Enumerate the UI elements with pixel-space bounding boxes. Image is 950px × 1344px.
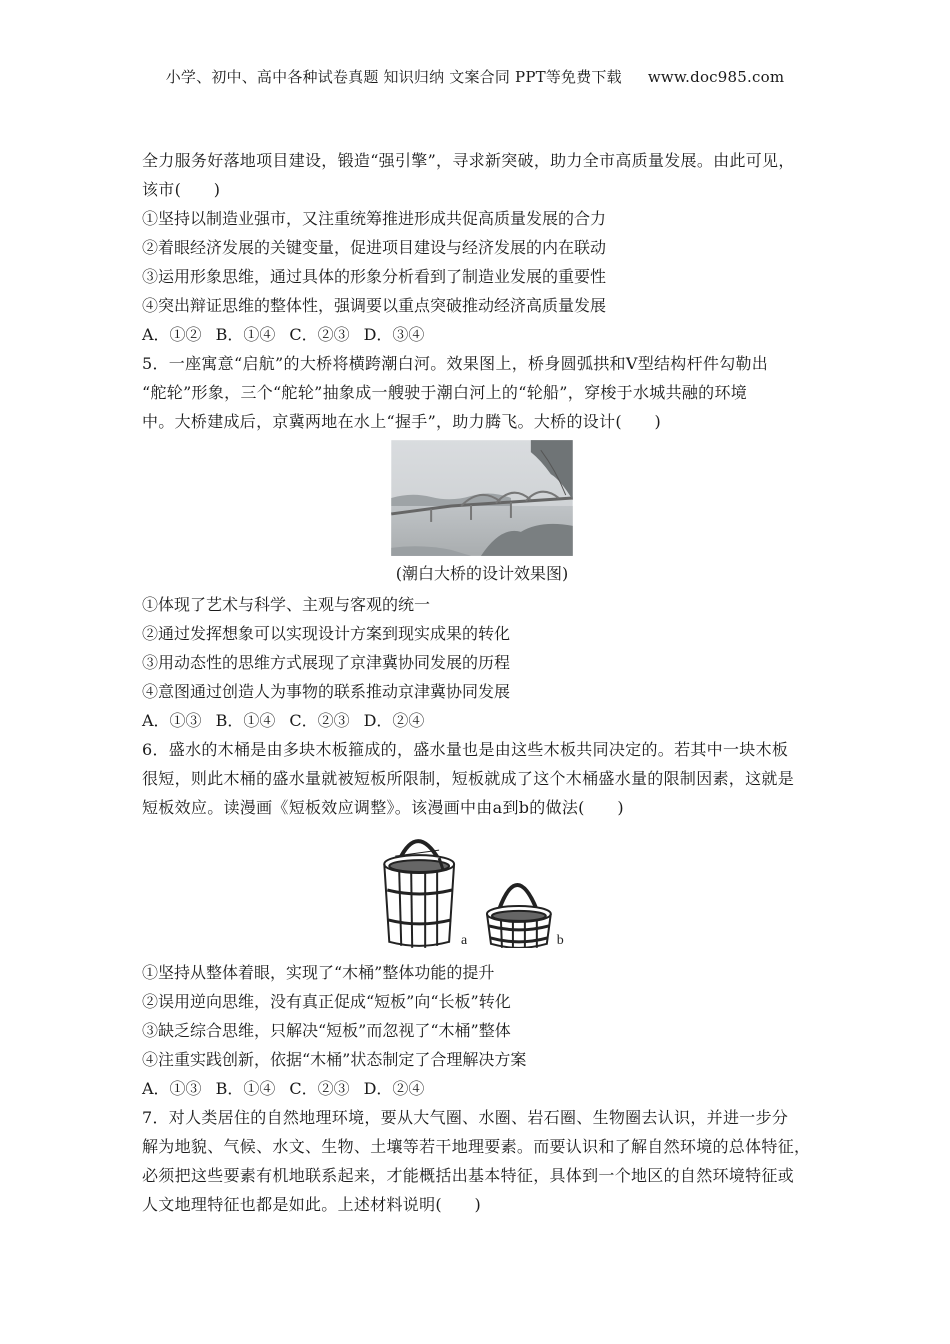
q5-option-item: ②通过发挥想象可以实现设计方案到现实成果的转化 bbox=[142, 624, 511, 643]
header-url[interactable]: www.doc985.com bbox=[647, 68, 785, 86]
choice-c: C．②③ bbox=[289, 1079, 350, 1098]
q4-stem-line: 该市( ) bbox=[142, 180, 221, 199]
q5-option-item: ③用动态性的思维方式展现了京津冀协同发展的历程 bbox=[142, 653, 511, 672]
choice-b: B．①④ bbox=[215, 711, 276, 730]
choice-a: A．①③ bbox=[142, 1079, 202, 1098]
q6-option-item: ④注重实践创新，依据“木桶”状态制定了合理解决方案 bbox=[142, 1050, 527, 1069]
q5-option-item: ①体现了艺术与科学、主观与客观的统一 bbox=[142, 595, 431, 614]
q7-stem-line: 必须把这些要素有机地联系起来，才能概括出基本特征，具体到一个地区的自然环境特征或 bbox=[142, 1166, 795, 1185]
q6-stem-line: 6．盛水的木桶是由多块木板箍成的，盛水量也是由这些木板共同决定的。若其中一块木板 bbox=[142, 740, 789, 759]
q6-option-item: ①坚持从整体着眼，实现了“木桶”整体功能的提升 bbox=[142, 963, 495, 982]
choice-a: A．①② bbox=[142, 325, 202, 344]
q6-choices bbox=[142, 1074, 822, 1103]
q4-stem-line: 全力服务好落地项目建设，锻造“强引擎”，寻求新突破，助力全市高质量发展。由此可见， bbox=[142, 151, 795, 170]
q7-stem-line: 解为地貌、气候、水文、生物、土壤等若干地理要素。而要认识和了解自然环境的总体特征， bbox=[142, 1137, 811, 1156]
choice-d: D．②④ bbox=[363, 1079, 425, 1098]
choice-b: B．①④ bbox=[215, 325, 276, 344]
bucket-cartoon bbox=[142, 824, 822, 948]
bucket-b-icon bbox=[487, 885, 551, 948]
q5-stem-line: 中。大桥建成后，京冀两地在水上“握手”，助力腾飞。大桥的设计( ) bbox=[142, 412, 662, 431]
q6-stem-line: 短板效应。读漫画《短板效应调整》。该漫画中由a到b的做法( ) bbox=[142, 798, 624, 817]
bridge-figure bbox=[142, 436, 822, 556]
bridge-caption: (潮白大桥的设计效果图) bbox=[395, 564, 569, 583]
q5-option-item: ④意图通过创造人为事物的联系推动京津冀协同发展 bbox=[142, 682, 511, 701]
choice-d: D．③④ bbox=[363, 325, 425, 344]
q5-choices bbox=[142, 706, 822, 735]
q6-option-item: ③缺乏综合思维，只解决“短板”而忽视了“木桶”整体 bbox=[142, 1021, 511, 1040]
q6-option-item: ②误用逆向思维，没有真正促成“短板”向“长板”转化 bbox=[142, 992, 511, 1011]
q7-stem-line: 7．对人类居住的自然地理环境，要从大气圈、水圈、岩石圈、生物圈去认识，并进一步分 bbox=[142, 1108, 789, 1127]
choice-c: C．②③ bbox=[289, 325, 350, 344]
bucket-figure bbox=[142, 822, 822, 958]
bridge-rendering-image bbox=[142, 440, 822, 556]
choice-c: C．②③ bbox=[289, 711, 350, 730]
choice-d: D．②④ bbox=[363, 711, 425, 730]
bucket-b-label: b bbox=[556, 932, 564, 948]
q4-option-item: ②着眼经济发展的关键变量，促进项目建设与经济发展的内在联动 bbox=[142, 238, 607, 257]
q7-stem-line: 人文地理特征也都是如此。上述材料说明( ) bbox=[142, 1195, 482, 1214]
q4-option-item: ③运用形象思维，通过具体的形象分析看到了制造业发展的重要性 bbox=[142, 267, 607, 286]
bucket-a-label: a bbox=[461, 932, 468, 948]
bucket-a-icon bbox=[384, 841, 454, 948]
q4-option-item: ①坚持以制造业强市，又注重统筹推进形成共促高质量发展的合力 bbox=[142, 209, 607, 228]
page-header bbox=[0, 66, 950, 87]
q4-option-item: ④突出辩证思维的整体性，强调要以重点突破推动经济高质量发展 bbox=[142, 296, 607, 315]
header-text: 小学、初中、高中各种试卷真题 知识归纳 文案合同 PPT等免费下载 bbox=[165, 68, 622, 86]
q6-stem-line: 很短，则此木桶的盛水量就被短板所限制，短板就成了这个木桶盛水量的限制因素，这就是 bbox=[142, 769, 795, 788]
page-content bbox=[142, 146, 822, 1219]
choice-b: B．①④ bbox=[215, 1079, 276, 1098]
q4-choices bbox=[142, 320, 822, 349]
choice-a: A．①③ bbox=[142, 711, 202, 730]
q5-stem-line: 5．一座寓意“启航”的大桥将横跨潮白河。效果图上，桥身圆弧拱和V型结构杆件勾勒出 bbox=[142, 354, 769, 373]
q5-stem-line: “舵轮”形象，三个“舵轮”抽象成一艘驶于潮白河上的“轮船”，穿梭于水城共融的环境 bbox=[142, 383, 748, 402]
